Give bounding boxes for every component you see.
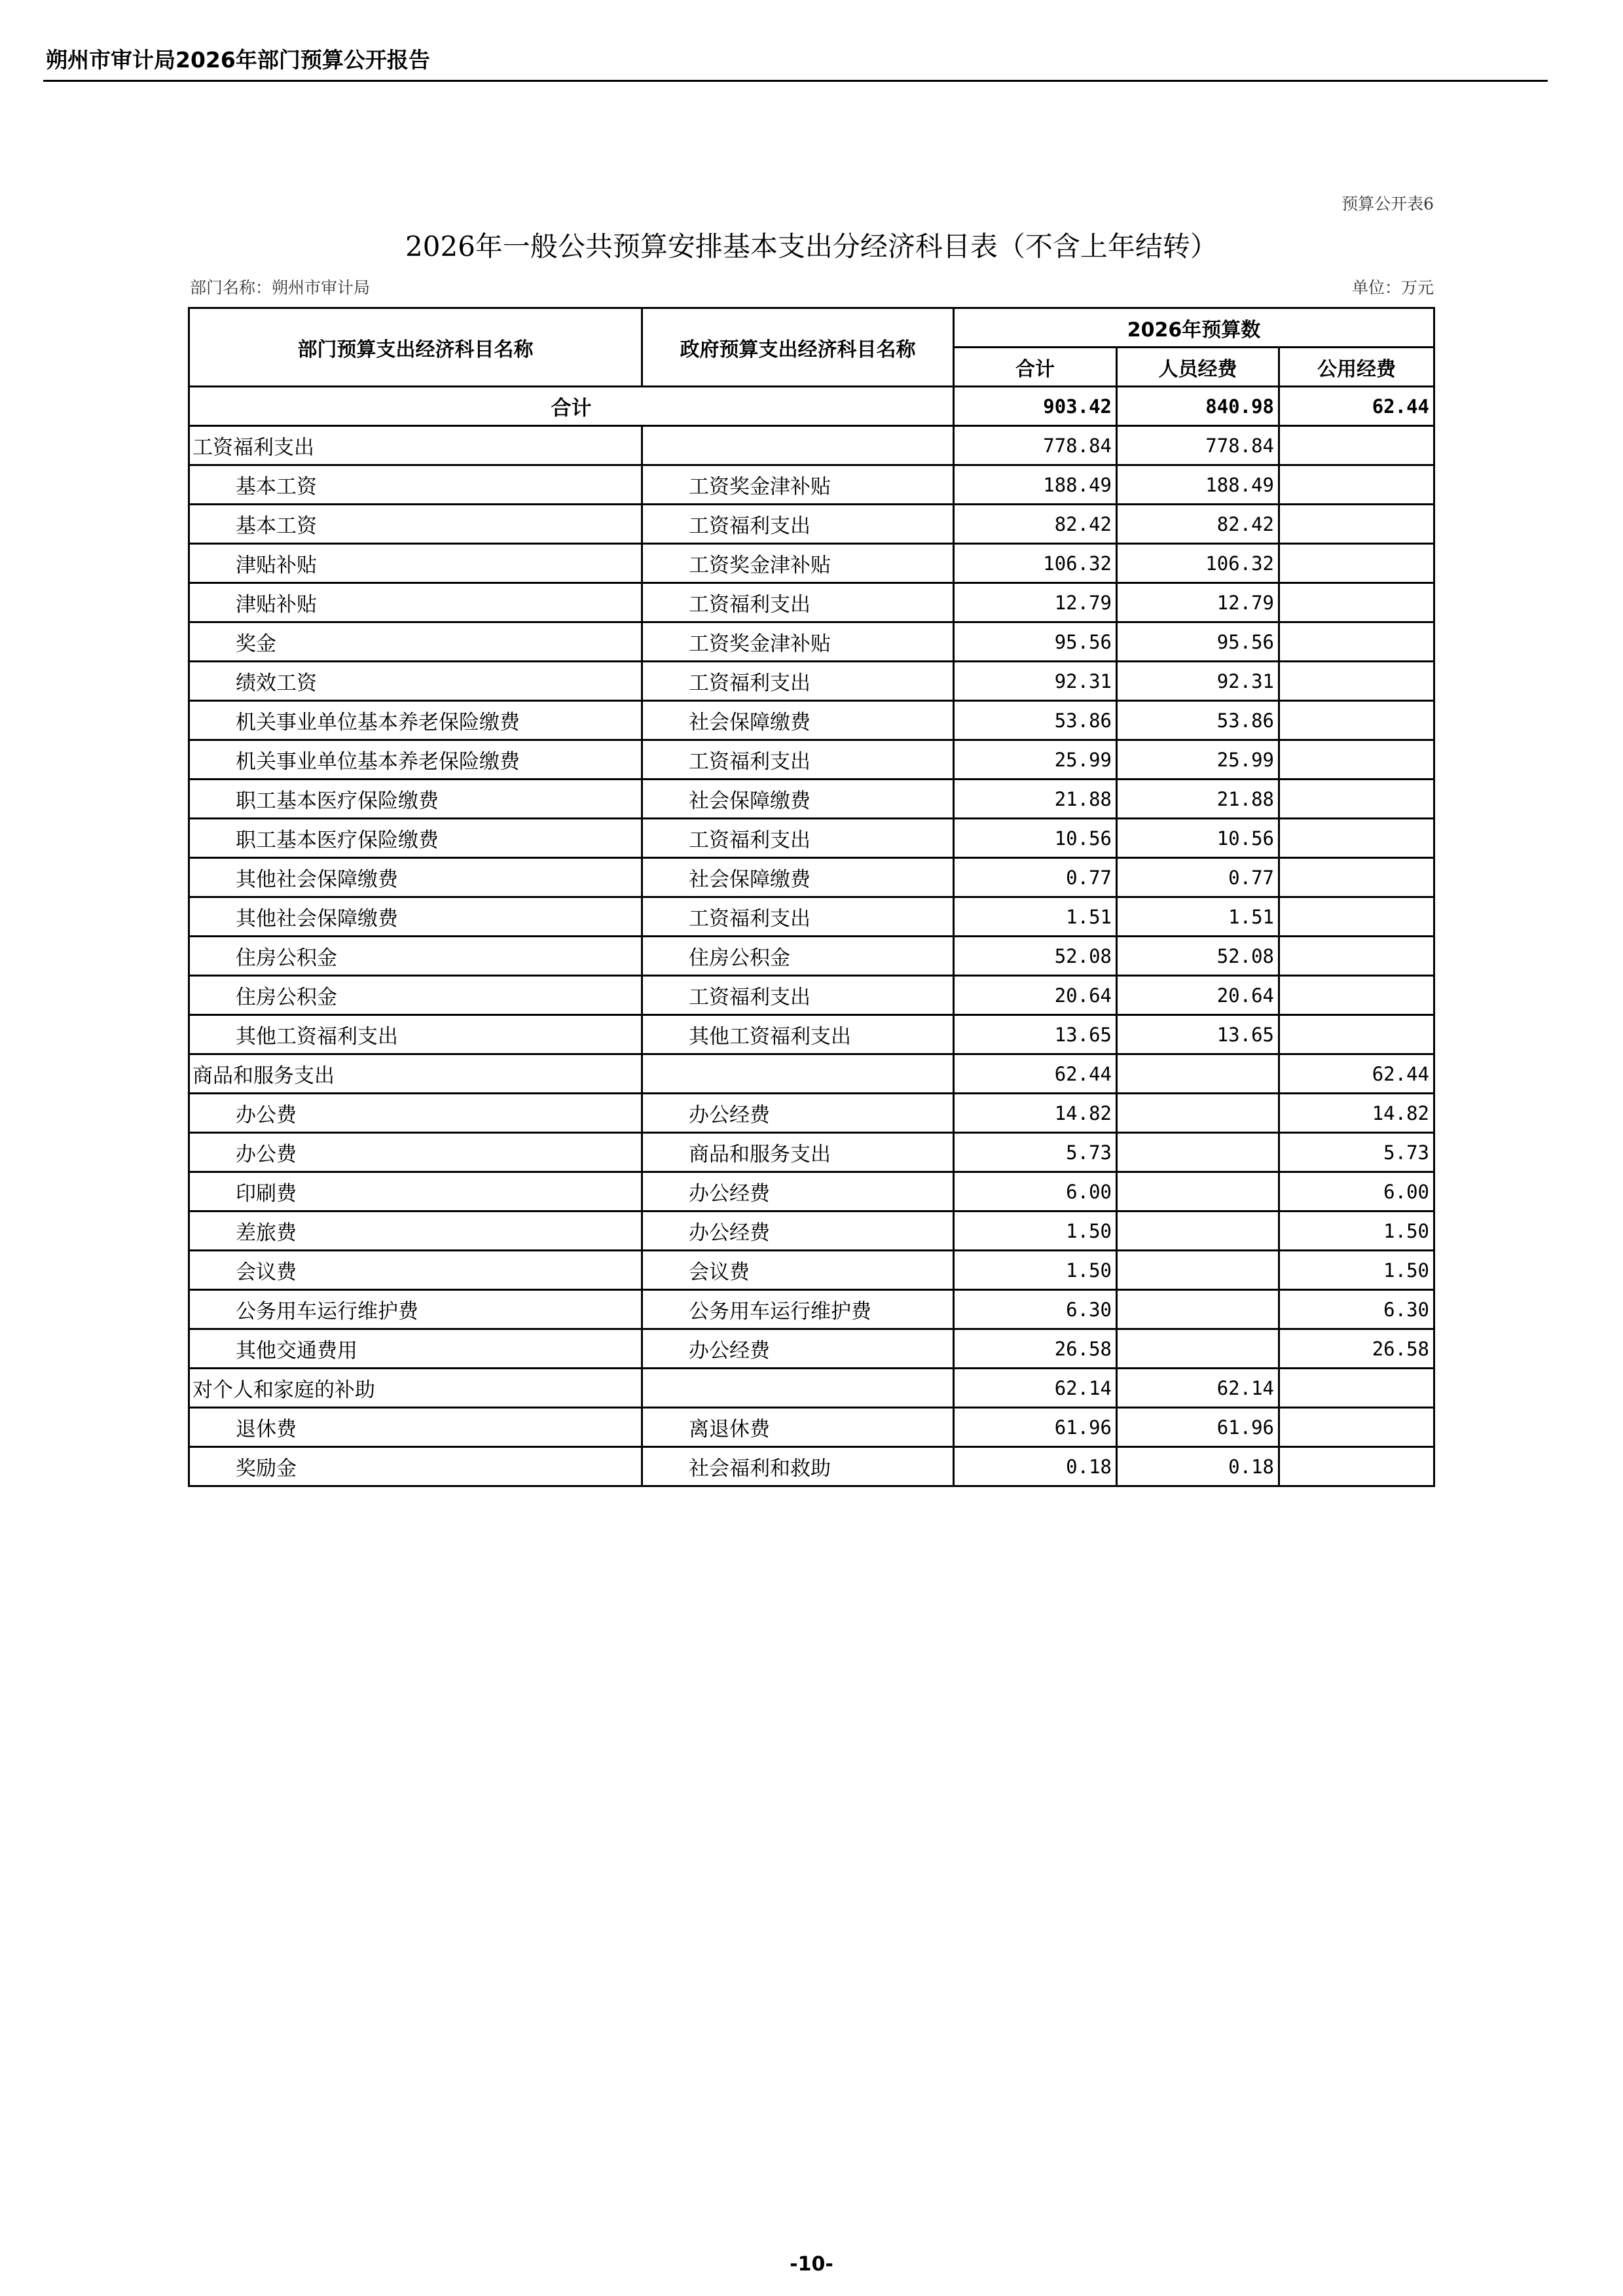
table-row [189, 622, 1434, 662]
column-header-total: 合计 [954, 348, 1117, 387]
table-code: 预算公开表6 [1341, 194, 1434, 213]
public-cell [1279, 1015, 1434, 1054]
page-number: -10- [790, 2253, 833, 2276]
personnel-cell [1117, 1251, 1279, 1290]
table-row [189, 1094, 1434, 1133]
header-divider [43, 80, 1548, 82]
gov-subject-cell: 商品和服务支出 [642, 1133, 954, 1172]
total-cell: 5.73 [954, 1133, 1117, 1172]
report-header-title: 朔州市审计局2026年部门预算公开报告 [46, 47, 430, 73]
personnel-cell: 13.65 [1117, 1015, 1279, 1054]
table-row [189, 858, 1434, 897]
dept-subject-cell: 其他工资福利支出 [189, 1015, 642, 1054]
dept-subject-cell: 商品和服务支出 [189, 1054, 642, 1094]
column-header-public: 公用经费 [1279, 348, 1434, 387]
personnel-cell: 778.84 [1117, 426, 1279, 465]
department-value: 朔州市审计局 [272, 278, 371, 297]
total-cell: 61.96 [954, 1408, 1117, 1447]
personnel-cell [1117, 1211, 1279, 1251]
dept-subject-cell: 工资福利支出 [189, 426, 642, 465]
public-cell [1279, 662, 1434, 701]
gov-subject-cell: 公务用车运行维护费 [642, 1290, 954, 1329]
column-header-gov-subject: 政府预算支出经济科目名称 [642, 308, 954, 387]
table-row [189, 465, 1434, 505]
dept-subject-cell: 会议费 [189, 1251, 642, 1290]
dept-subject-cell: 职工基本医疗保险缴费 [189, 780, 642, 819]
table-row [189, 1408, 1434, 1447]
public-cell [1279, 976, 1434, 1015]
gov-subject-cell [642, 426, 954, 465]
total-cell: 188.49 [954, 465, 1117, 505]
public-cell [1279, 544, 1434, 583]
personnel-cell: 92.31 [1117, 662, 1279, 701]
budget-table [188, 307, 1435, 1487]
public-cell [1279, 740, 1434, 780]
total-cell: 1.50 [954, 1211, 1117, 1251]
total-cell: 25.99 [954, 740, 1117, 780]
public-cell [1279, 858, 1434, 897]
public-cell [1279, 622, 1434, 662]
public-cell [1279, 701, 1434, 740]
gov-subject-cell: 工资福利支出 [642, 897, 954, 937]
gov-subject-cell: 社会福利和救助 [642, 1447, 954, 1486]
dept-subject-cell: 对个人和家庭的补助 [189, 1369, 642, 1408]
dept-subject-cell: 其他社会保障缴费 [189, 858, 642, 897]
personnel-cell: 1.51 [1117, 897, 1279, 937]
gov-subject-cell: 住房公积金 [642, 937, 954, 976]
total-cell: 0.77 [954, 858, 1117, 897]
public-cell [1279, 819, 1434, 858]
personnel-cell: 95.56 [1117, 622, 1279, 662]
department-label: 部门名称： [190, 278, 272, 297]
public-cell: 62.44 [1279, 1054, 1434, 1094]
table-row [189, 780, 1434, 819]
dept-subject-cell: 差旅费 [189, 1211, 642, 1251]
dept-subject-cell: 津贴补贴 [189, 544, 642, 583]
total-cell: 21.88 [954, 780, 1117, 819]
total-cell: 26.58 [954, 1329, 1117, 1369]
public-cell [1279, 937, 1434, 976]
public-cell [1279, 583, 1434, 622]
personnel-cell: 10.56 [1117, 819, 1279, 858]
column-header-dept-subject: 部门预算支出经济科目名称 [189, 308, 642, 387]
total-row [189, 387, 1434, 426]
public-cell: 14.82 [1279, 1094, 1434, 1133]
total-cell: 53.86 [954, 701, 1117, 740]
gov-subject-cell: 工资奖金津补贴 [642, 544, 954, 583]
personnel-cell: 52.08 [1117, 937, 1279, 976]
total-cell: 0.18 [954, 1447, 1117, 1486]
public-cell [1279, 897, 1434, 937]
public-cell [1279, 465, 1434, 505]
total-cell: 82.42 [954, 505, 1117, 544]
public-cell: 26.58 [1279, 1329, 1434, 1369]
personnel-cell: 12.79 [1117, 583, 1279, 622]
total-personnel: 840.98 [1117, 387, 1279, 426]
unit-label: 单位： [1351, 278, 1401, 297]
gov-subject-cell: 办公经费 [642, 1172, 954, 1211]
total-cell: 106.32 [954, 544, 1117, 583]
dept-subject-cell: 其他社会保障缴费 [189, 897, 642, 937]
personnel-cell [1117, 1172, 1279, 1211]
department-line [190, 275, 370, 298]
gov-subject-cell: 会议费 [642, 1251, 954, 1290]
gov-subject-cell: 工资奖金津补贴 [642, 622, 954, 662]
gov-subject-cell: 办公经费 [642, 1211, 954, 1251]
dept-subject-cell: 退休费 [189, 1408, 642, 1447]
personnel-cell: 0.18 [1117, 1447, 1279, 1486]
gov-subject-cell: 社会保障缴费 [642, 701, 954, 740]
total-cell: 95.56 [954, 622, 1117, 662]
table-row [189, 1251, 1434, 1290]
total-cell: 52.08 [954, 937, 1117, 976]
total-cell: 12.79 [954, 583, 1117, 622]
table-row [189, 976, 1434, 1015]
public-cell: 5.73 [1279, 1133, 1434, 1172]
table-row [189, 1447, 1434, 1486]
table-row [189, 1211, 1434, 1251]
public-cell: 6.30 [1279, 1290, 1434, 1329]
unit-value: 万元 [1400, 278, 1434, 297]
dept-subject-cell: 住房公积金 [189, 937, 642, 976]
gov-subject-cell: 工资福利支出 [642, 662, 954, 701]
gov-subject-cell: 工资福利支出 [642, 583, 954, 622]
table-title: 2026年一般公共预算安排基本支出分经济科目表（不含上年结转） [405, 230, 1218, 262]
total-cell: 14.82 [954, 1094, 1117, 1133]
personnel-cell: 62.14 [1117, 1369, 1279, 1408]
dept-subject-cell: 其他交通费用 [189, 1329, 642, 1369]
total-cell: 13.65 [954, 1015, 1117, 1054]
dept-subject-cell: 机关事业单位基本养老保险缴费 [189, 740, 642, 780]
category-row [189, 426, 1434, 465]
personnel-cell: 25.99 [1117, 740, 1279, 780]
dept-subject-cell: 住房公积金 [189, 976, 642, 1015]
public-cell: 1.50 [1279, 1251, 1434, 1290]
total-cell: 6.00 [954, 1172, 1117, 1211]
dept-subject-cell: 印刷费 [189, 1172, 642, 1211]
gov-subject-cell: 工资奖金津补贴 [642, 465, 954, 505]
public-cell: 1.50 [1279, 1211, 1434, 1251]
personnel-cell: 53.86 [1117, 701, 1279, 740]
table-row [189, 662, 1434, 701]
gov-subject-cell: 工资福利支出 [642, 505, 954, 544]
total-cell: 92.31 [954, 662, 1117, 701]
gov-subject-cell [642, 1369, 954, 1408]
total-label: 合计 [189, 387, 954, 426]
personnel-cell [1117, 1290, 1279, 1329]
gov-subject-cell: 离退休费 [642, 1408, 954, 1447]
dept-subject-cell: 基本工资 [189, 505, 642, 544]
total-cell: 62.44 [954, 1054, 1117, 1094]
category-row [189, 1369, 1434, 1408]
gov-subject-cell: 工资福利支出 [642, 740, 954, 780]
table-row [189, 1015, 1434, 1054]
category-row [189, 1054, 1434, 1094]
personnel-cell [1117, 1133, 1279, 1172]
gov-subject-cell: 办公经费 [642, 1329, 954, 1369]
table-row [189, 1290, 1434, 1329]
dept-subject-cell: 基本工资 [189, 465, 642, 505]
personnel-cell: 20.64 [1117, 976, 1279, 1015]
gov-subject-cell: 其他工资福利支出 [642, 1015, 954, 1054]
personnel-cell: 188.49 [1117, 465, 1279, 505]
dept-subject-cell: 奖励金 [189, 1447, 642, 1486]
table-row [189, 740, 1434, 780]
table-row [189, 583, 1434, 622]
column-header-budget-group: 2026年预算数 [954, 308, 1434, 348]
dept-subject-cell: 机关事业单位基本养老保险缴费 [189, 701, 642, 740]
total-cell: 10.56 [954, 819, 1117, 858]
table-row [189, 937, 1434, 976]
public-cell: 6.00 [1279, 1172, 1434, 1211]
unit-line [1352, 275, 1434, 298]
total-cell: 6.30 [954, 1290, 1117, 1329]
dept-subject-cell: 办公费 [189, 1094, 642, 1133]
gov-subject-cell [642, 1054, 954, 1094]
personnel-cell [1117, 1054, 1279, 1094]
dept-subject-cell: 绩效工资 [189, 662, 642, 701]
public-cell [1279, 1447, 1434, 1486]
personnel-cell: 61.96 [1117, 1408, 1279, 1447]
table-row [189, 1172, 1434, 1211]
total-cell: 1.51 [954, 897, 1117, 937]
gov-subject-cell: 社会保障缴费 [642, 780, 954, 819]
table-row [189, 544, 1434, 583]
table-row [189, 1133, 1434, 1172]
gov-subject-cell: 办公经费 [642, 1094, 954, 1133]
table-row [189, 505, 1434, 544]
personnel-cell [1117, 1094, 1279, 1133]
public-cell [1279, 426, 1434, 465]
public-cell [1279, 780, 1434, 819]
public-cell [1279, 505, 1434, 544]
table-row [189, 701, 1434, 740]
public-cell [1279, 1408, 1434, 1447]
column-header-personnel: 人员经费 [1117, 348, 1279, 387]
personnel-cell [1117, 1329, 1279, 1369]
gov-subject-cell: 工资福利支出 [642, 819, 954, 858]
personnel-cell: 21.88 [1117, 780, 1279, 819]
total-cell: 1.50 [954, 1251, 1117, 1290]
gov-subject-cell: 社会保障缴费 [642, 858, 954, 897]
dept-subject-cell: 办公费 [189, 1133, 642, 1172]
dept-subject-cell: 公务用车运行维护费 [189, 1290, 642, 1329]
table-row [189, 897, 1434, 937]
personnel-cell: 0.77 [1117, 858, 1279, 897]
personnel-cell: 82.42 [1117, 505, 1279, 544]
table-row [189, 1329, 1434, 1369]
gov-subject-cell: 工资福利支出 [642, 976, 954, 1015]
dept-subject-cell: 奖金 [189, 622, 642, 662]
total-cell: 778.84 [954, 426, 1117, 465]
dept-subject-cell: 职工基本医疗保险缴费 [189, 819, 642, 858]
total-public: 62.44 [1279, 387, 1434, 426]
dept-subject-cell: 津贴补贴 [189, 583, 642, 622]
total-cell: 62.14 [954, 1369, 1117, 1408]
table-row [189, 819, 1434, 858]
public-cell [1279, 1369, 1434, 1408]
personnel-cell: 106.32 [1117, 544, 1279, 583]
total-amount: 903.42 [954, 387, 1117, 426]
total-cell: 20.64 [954, 976, 1117, 1015]
